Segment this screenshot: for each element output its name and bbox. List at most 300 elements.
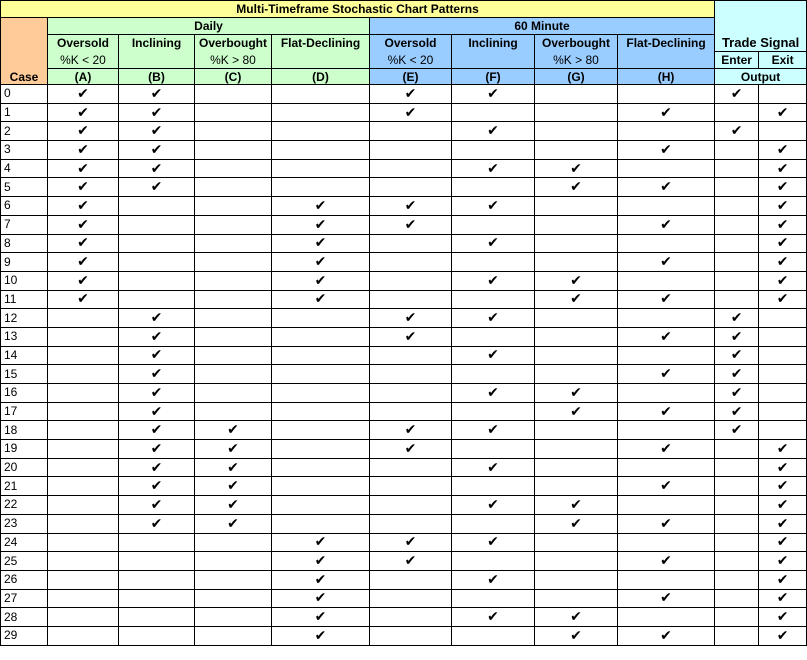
- pattern-cell: [452, 253, 535, 272]
- enter-signal-cell: [715, 608, 759, 627]
- col-b-name: Inclining: [119, 35, 195, 52]
- check-icon: ✔: [660, 216, 672, 233]
- exit-signal-cell: [759, 458, 807, 477]
- pattern-cell: [119, 327, 195, 346]
- col-a-letter: (A): [48, 69, 119, 85]
- pattern-cell: [272, 271, 370, 290]
- check-icon: ✔: [776, 104, 789, 121]
- pattern-cell: [195, 589, 272, 608]
- pattern-cell: [370, 477, 452, 496]
- pattern-cell: [535, 421, 618, 440]
- pattern-cell: [452, 514, 535, 533]
- check-icon: ✔: [227, 459, 239, 476]
- pattern-cell: [48, 608, 119, 627]
- table-row: [1, 608, 807, 627]
- col-g-sub: %K > 80: [535, 52, 618, 69]
- check-icon: ✔: [776, 216, 789, 233]
- check-icon: ✔: [570, 609, 582, 626]
- pattern-cell: [618, 477, 715, 496]
- pattern-cell: [272, 440, 370, 459]
- pattern-cell: [618, 608, 715, 627]
- check-icon: ✔: [487, 496, 499, 513]
- pattern-cell: [272, 159, 370, 178]
- pattern-cell: [618, 271, 715, 290]
- col-c-letter: (C): [195, 69, 272, 85]
- pattern-cell: [272, 346, 370, 365]
- col-e-letter: (E): [370, 69, 452, 85]
- pattern-cell: [618, 552, 715, 571]
- col-h-letter: (H): [618, 69, 715, 85]
- case-number: 1: [1, 103, 48, 122]
- pattern-cell: [119, 608, 195, 627]
- check-icon: ✔: [404, 104, 417, 121]
- pattern-cell: [272, 365, 370, 384]
- pattern-cell: [119, 421, 195, 440]
- group-daily: Daily: [48, 18, 370, 35]
- check-icon: ✔: [776, 609, 789, 626]
- pattern-cell: [452, 384, 535, 403]
- pattern-cell: [618, 458, 715, 477]
- pattern-cell: [272, 608, 370, 627]
- check-icon: ✔: [150, 422, 163, 439]
- check-icon: ✔: [314, 272, 327, 289]
- pattern-cell: [272, 253, 370, 272]
- check-icon: ✔: [660, 291, 672, 308]
- pattern-cell: [48, 570, 119, 589]
- pattern-cell: [452, 552, 535, 571]
- pattern-cell: [535, 365, 618, 384]
- pattern-cell: [119, 552, 195, 571]
- col-b-letter: (B): [119, 69, 195, 85]
- pattern-cell: [272, 178, 370, 197]
- col-f-letter: (F): [452, 69, 535, 85]
- check-icon: ✔: [150, 85, 163, 102]
- col-h-sub: [618, 52, 715, 69]
- pattern-cell: [272, 122, 370, 141]
- case-header: Case: [9, 70, 39, 84]
- pattern-cell: [452, 234, 535, 253]
- pattern-cell: [452, 327, 535, 346]
- pattern-cell: [535, 458, 618, 477]
- pattern-cell: [452, 346, 535, 365]
- check-icon: ✔: [404, 534, 417, 551]
- col-d-name: Flat-Declining: [272, 35, 370, 52]
- pattern-cell: [195, 309, 272, 328]
- pattern-cell: [618, 440, 715, 459]
- pattern-cell: [452, 290, 535, 309]
- pattern-cell: [119, 309, 195, 328]
- enter-signal-cell: [715, 514, 759, 533]
- check-icon: ✔: [570, 160, 582, 177]
- check-icon: ✔: [314, 553, 327, 570]
- case-number: 10: [1, 271, 48, 290]
- exit-signal-cell: [759, 309, 807, 328]
- enter-signal-cell: [715, 458, 759, 477]
- pattern-cell: [195, 477, 272, 496]
- enter-signal-cell: [715, 552, 759, 571]
- exit-header: Exit: [759, 52, 807, 69]
- enter-signal-cell: [715, 570, 759, 589]
- pattern-cell: [48, 85, 119, 104]
- check-icon: ✔: [776, 254, 789, 271]
- case-number: 17: [1, 402, 48, 421]
- pattern-cell: [618, 141, 715, 160]
- table-row: [1, 384, 807, 403]
- case-number: 19: [1, 440, 48, 459]
- pattern-cell: [535, 533, 618, 552]
- table-row: [1, 327, 807, 346]
- pattern-cell: [535, 141, 618, 160]
- exit-signal-cell: [759, 271, 807, 290]
- pattern-cell: [119, 141, 195, 160]
- check-icon: ✔: [730, 123, 743, 140]
- enter-signal-cell: [715, 122, 759, 141]
- pattern-cell: [535, 496, 618, 515]
- pattern-cell: [48, 533, 119, 552]
- case-number: 16: [1, 384, 48, 403]
- exit-signal-cell: [759, 626, 807, 645]
- pattern-cell: [618, 290, 715, 309]
- table-row: [1, 496, 807, 515]
- check-icon: ✔: [77, 235, 89, 252]
- pattern-cell: [272, 626, 370, 645]
- pattern-cell: [48, 421, 119, 440]
- pattern-cell: [370, 384, 452, 403]
- col-h-name: Flat-Declining: [618, 35, 715, 52]
- check-icon: ✔: [487, 384, 499, 401]
- pattern-cell: [452, 178, 535, 197]
- check-icon: ✔: [77, 291, 89, 308]
- check-icon: ✔: [227, 515, 239, 532]
- table-row: [1, 514, 807, 533]
- pattern-cell: [535, 85, 618, 104]
- enter-signal-cell: [715, 496, 759, 515]
- pattern-cell: [452, 402, 535, 421]
- pattern-cell: [119, 570, 195, 589]
- check-icon: ✔: [487, 609, 499, 626]
- pattern-cell: [195, 178, 272, 197]
- check-icon: ✔: [77, 104, 89, 121]
- case-number: 3: [1, 141, 48, 160]
- col-f-sub: [452, 52, 535, 69]
- table-row: [1, 421, 807, 440]
- pattern-cell: [618, 178, 715, 197]
- table-row: [1, 346, 807, 365]
- exit-signal-cell: [759, 141, 807, 160]
- pattern-cell: [618, 346, 715, 365]
- pattern-cell: [452, 496, 535, 515]
- pattern-cell: [452, 309, 535, 328]
- pattern-cell: [48, 384, 119, 403]
- enter-signal-cell: [715, 85, 759, 104]
- check-icon: ✔: [660, 478, 672, 495]
- pattern-cell: [535, 552, 618, 571]
- enter-signal-cell: [715, 327, 759, 346]
- exit-signal-cell: [759, 290, 807, 309]
- pattern-cell: [119, 626, 195, 645]
- pattern-cell: [452, 570, 535, 589]
- pattern-cell: [119, 440, 195, 459]
- check-icon: ✔: [314, 291, 327, 308]
- check-icon: ✔: [660, 515, 672, 532]
- pattern-cell: [535, 514, 618, 533]
- check-icon: ✔: [404, 85, 417, 102]
- enter-header: Enter: [715, 52, 759, 69]
- table-row: [1, 365, 807, 384]
- check-icon: ✔: [150, 459, 163, 476]
- col-c-sub: %K > 80: [195, 52, 272, 69]
- pattern-cell: [48, 234, 119, 253]
- check-icon: ✔: [730, 403, 743, 420]
- check-icon: ✔: [227, 478, 239, 495]
- signal-header-blank: [715, 1, 807, 35]
- case-number: 4: [1, 159, 48, 178]
- pattern-cell: [370, 421, 452, 440]
- pattern-cell: [48, 365, 119, 384]
- pattern-cell: [272, 197, 370, 216]
- pattern-cell: [618, 159, 715, 178]
- check-icon: ✔: [314, 216, 327, 233]
- table-row: [1, 159, 807, 178]
- pattern-cell: [535, 384, 618, 403]
- enter-signal-cell: [715, 384, 759, 403]
- pattern-cell: [272, 458, 370, 477]
- check-icon: ✔: [730, 347, 743, 364]
- exit-signal-cell: [759, 402, 807, 421]
- col-c-name: Overbought: [195, 35, 272, 52]
- pattern-cell: [370, 253, 452, 272]
- exit-signal-cell: [759, 253, 807, 272]
- enter-signal-cell: [715, 234, 759, 253]
- check-icon: ✔: [730, 328, 743, 345]
- pattern-cell: [195, 533, 272, 552]
- pattern-cell: [452, 589, 535, 608]
- pattern-cell: [370, 346, 452, 365]
- check-icon: ✔: [487, 459, 499, 476]
- pattern-cell: [370, 533, 452, 552]
- pattern-cell: [48, 159, 119, 178]
- table-row: [1, 234, 807, 253]
- pattern-cell: [370, 608, 452, 627]
- check-icon: ✔: [776, 534, 789, 551]
- table-row: [1, 271, 807, 290]
- pattern-cell: [272, 552, 370, 571]
- pattern-cell: [48, 141, 119, 160]
- check-icon: ✔: [487, 347, 499, 364]
- table-row: [1, 215, 807, 234]
- check-icon: ✔: [77, 272, 89, 289]
- case-number: 21: [1, 477, 48, 496]
- pattern-cell: [370, 215, 452, 234]
- pattern-cell: [535, 402, 618, 421]
- pattern-cell: [618, 197, 715, 216]
- check-icon: ✔: [314, 235, 327, 252]
- exit-signal-cell: [759, 365, 807, 384]
- pattern-cell: [370, 589, 452, 608]
- check-icon: ✔: [314, 571, 327, 588]
- pattern-cell: [272, 570, 370, 589]
- pattern-cell: [48, 496, 119, 515]
- pattern-cell: [48, 402, 119, 421]
- check-icon: ✔: [404, 310, 417, 327]
- pattern-cell: [195, 122, 272, 141]
- pattern-cell: [119, 253, 195, 272]
- enter-signal-cell: [715, 215, 759, 234]
- pattern-cell: [48, 103, 119, 122]
- pattern-cell: [452, 477, 535, 496]
- check-icon: ✔: [776, 478, 789, 495]
- pattern-cell: [195, 365, 272, 384]
- pattern-cell: [272, 384, 370, 403]
- pattern-cell: [452, 608, 535, 627]
- pattern-cell: [370, 290, 452, 309]
- exit-signal-cell: [759, 589, 807, 608]
- table-row: [1, 253, 807, 272]
- case-number: 8: [1, 234, 48, 253]
- pattern-cell: [195, 234, 272, 253]
- pattern-cell: [618, 103, 715, 122]
- exit-signal-cell: [759, 85, 807, 104]
- pattern-cell: [119, 458, 195, 477]
- check-icon: ✔: [404, 422, 417, 439]
- check-icon: ✔: [404, 197, 417, 214]
- pattern-cell: [195, 440, 272, 459]
- check-icon: ✔: [776, 197, 789, 214]
- pattern-cell: [618, 85, 715, 104]
- table-row: [1, 290, 807, 309]
- check-icon: ✔: [77, 85, 89, 102]
- pattern-cell: [535, 626, 618, 645]
- pattern-cell: [195, 327, 272, 346]
- table-row: [1, 570, 807, 589]
- col-g-name: Overbought: [535, 35, 618, 52]
- pattern-cell: [370, 271, 452, 290]
- pattern-cell: [48, 290, 119, 309]
- pattern-cell: [272, 533, 370, 552]
- pattern-cell: [618, 253, 715, 272]
- check-icon: ✔: [150, 310, 163, 327]
- pattern-cell: [452, 421, 535, 440]
- check-icon: ✔: [150, 515, 163, 532]
- check-icon: ✔: [314, 627, 327, 644]
- pattern-cell: [452, 365, 535, 384]
- pattern-cell: [452, 440, 535, 459]
- pattern-cell: [452, 122, 535, 141]
- check-icon: ✔: [730, 422, 743, 439]
- case-number: 20: [1, 458, 48, 477]
- pattern-cell: [195, 141, 272, 160]
- enter-signal-cell: [715, 271, 759, 290]
- check-icon: ✔: [487, 197, 499, 214]
- pattern-cell: [535, 608, 618, 627]
- check-icon: ✔: [150, 384, 163, 401]
- check-icon: ✔: [730, 366, 743, 383]
- pattern-cell: [119, 122, 195, 141]
- table-row: [1, 309, 807, 328]
- pattern-cell: [618, 533, 715, 552]
- check-icon: ✔: [150, 328, 163, 345]
- enter-signal-cell: [715, 309, 759, 328]
- pattern-cell: [370, 309, 452, 328]
- pattern-cell: [618, 365, 715, 384]
- enter-signal-cell: [715, 421, 759, 440]
- exit-signal-cell: [759, 421, 807, 440]
- exit-signal-cell: [759, 159, 807, 178]
- check-icon: ✔: [660, 104, 672, 121]
- case-header-blank: [1, 18, 48, 85]
- pattern-cell: [618, 421, 715, 440]
- output-header: Output: [715, 69, 807, 85]
- pattern-cell: [119, 514, 195, 533]
- check-icon: ✔: [776, 235, 789, 252]
- pattern-cell: [370, 327, 452, 346]
- pattern-cell: [452, 141, 535, 160]
- case-number: 6: [1, 197, 48, 216]
- check-icon: ✔: [150, 347, 163, 364]
- table-row: [1, 178, 807, 197]
- check-icon: ✔: [776, 160, 789, 177]
- pattern-cell: [119, 346, 195, 365]
- pattern-cell: [370, 197, 452, 216]
- check-icon: ✔: [776, 272, 789, 289]
- table-row: [1, 440, 807, 459]
- pattern-cell: [119, 365, 195, 384]
- pattern-cell: [370, 570, 452, 589]
- enter-signal-cell: [715, 589, 759, 608]
- enter-signal-cell: [715, 103, 759, 122]
- pattern-cell: [195, 402, 272, 421]
- enter-signal-cell: [715, 626, 759, 645]
- check-icon: ✔: [660, 590, 672, 607]
- pattern-cell: [370, 122, 452, 141]
- case-number: 26: [1, 570, 48, 589]
- pattern-cell: [452, 533, 535, 552]
- check-icon: ✔: [150, 496, 163, 513]
- enter-signal-cell: [715, 477, 759, 496]
- col-e-name: Oversold: [370, 35, 452, 52]
- pattern-cell: [272, 496, 370, 515]
- pattern-cell: [618, 496, 715, 515]
- table-row: [1, 589, 807, 608]
- pattern-cell: [195, 197, 272, 216]
- table-row: [1, 477, 807, 496]
- exit-signal-cell: [759, 477, 807, 496]
- check-icon: ✔: [730, 384, 743, 401]
- pattern-cell: [48, 552, 119, 571]
- check-icon: ✔: [487, 310, 499, 327]
- exit-signal-cell: [759, 197, 807, 216]
- pattern-cell: [195, 215, 272, 234]
- check-icon: ✔: [570, 179, 582, 196]
- check-icon: ✔: [660, 440, 672, 457]
- pattern-cell: [119, 533, 195, 552]
- check-icon: ✔: [150, 179, 163, 196]
- case-number: 7: [1, 215, 48, 234]
- case-number: 0: [1, 85, 48, 104]
- exit-signal-cell: [759, 496, 807, 515]
- pattern-cell: [272, 589, 370, 608]
- pattern-cell: [370, 365, 452, 384]
- pattern-cell: [272, 309, 370, 328]
- pattern-cell: [48, 197, 119, 216]
- check-icon: ✔: [404, 216, 417, 233]
- pattern-cell: [48, 626, 119, 645]
- check-icon: ✔: [487, 571, 499, 588]
- exit-signal-cell: [759, 514, 807, 533]
- case-number: 22: [1, 496, 48, 515]
- case-number: 15: [1, 365, 48, 384]
- pattern-cell: [535, 309, 618, 328]
